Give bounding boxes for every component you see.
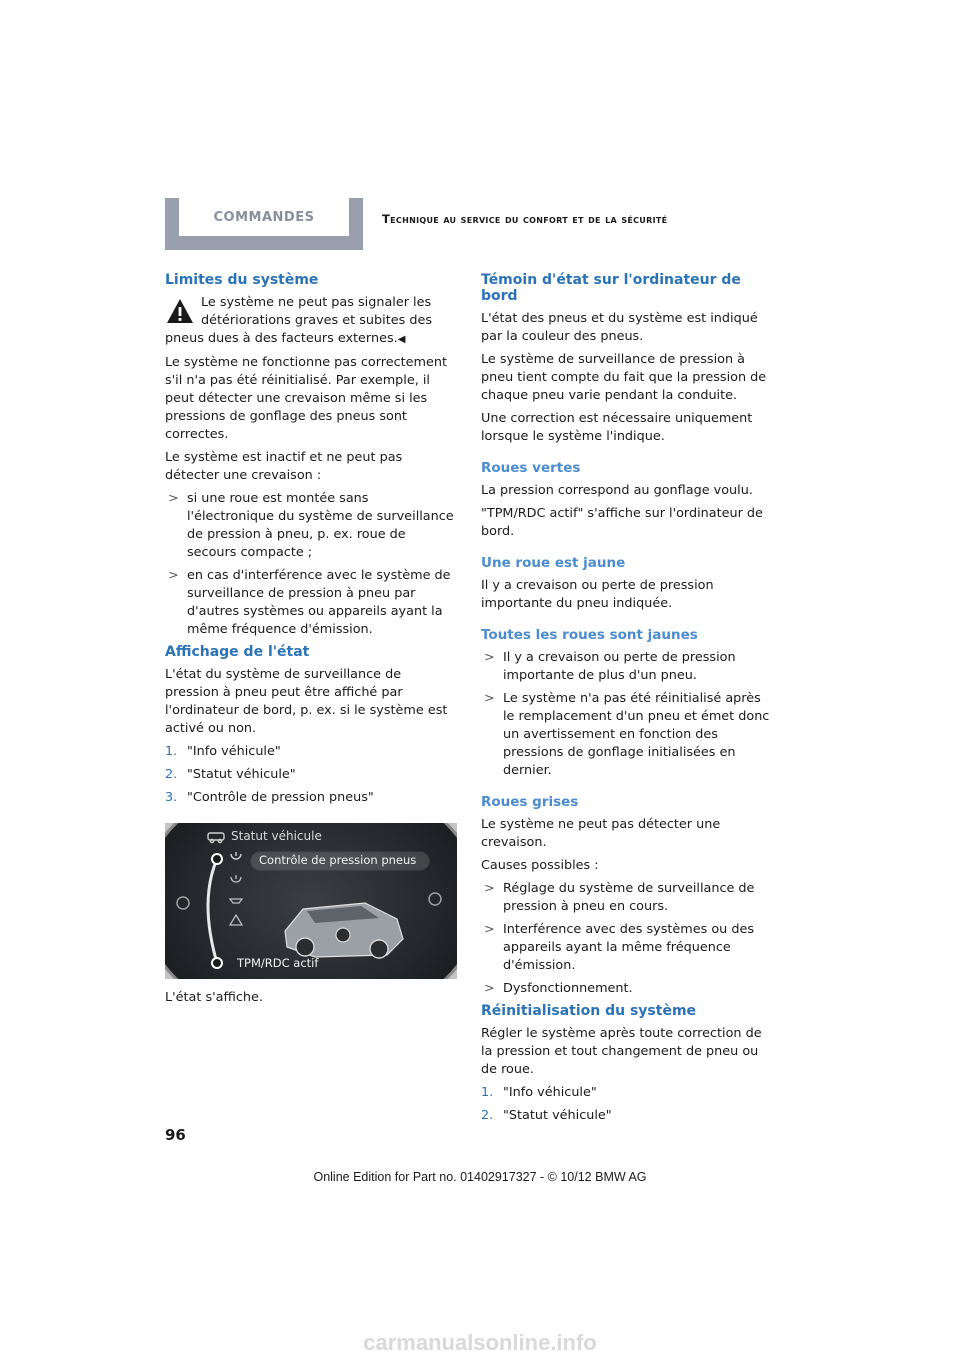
subsection-title-green: Roues vertes	[481, 460, 581, 476]
list-item: 3. "Contrôle de pression pneus"	[165, 790, 374, 805]
warning-triangle-icon	[165, 296, 195, 326]
bullet-mark: >	[484, 922, 495, 937]
list-item: 2. "Statut véhicule"	[481, 1108, 612, 1123]
paragraph: Causes possibles :	[481, 858, 599, 873]
onboard-computer-screenshot	[165, 823, 457, 979]
paragraph: La pression correspond au gonflage voulu.	[481, 483, 753, 498]
subsection-title-one-yellow: Une roue est jaune	[481, 555, 626, 571]
list-item: > si une roue est montée sans l'électronique du système de surveillance de pression à pneu, p. ex. roue de secours compacte ;	[168, 491, 454, 560]
list-item: > Réglage du système de surveillance de pression à pneu en cours.	[484, 881, 755, 914]
bullet-mark: >	[168, 491, 179, 506]
menu-selector-dot	[212, 854, 222, 864]
steps-list	[165, 743, 457, 807]
paragraph: Régler le système après toute correction de la pression et tout changement de pneu ou de roue.	[481, 1026, 762, 1077]
steps-list	[481, 1084, 773, 1125]
paragraph: Il y a crevaison ou perte de pression importante du pneu indiquée.	[481, 578, 714, 611]
list-item: > Interférence avec des systèmes ou des appareils ayant la même fréquence d'émission.	[484, 922, 755, 973]
section-title-status-display: Affichage de l'état	[165, 644, 310, 660]
paragraph: Le système ne fonctionne pas correctement s'il n'a pas été réinitialisé. Par exemple, il peut détecter une crevaison même si les pressions de gonflage des pneus sont correctes.	[165, 355, 447, 442]
end-mark-icon: ◀	[397, 334, 406, 345]
subsection-title-all-yellow: Toutes les roues sont jaunes	[481, 627, 698, 643]
screen-status-text: TPM/RDC actif	[237, 956, 319, 970]
running-header-title: Technique au service du confort et de la sécurité	[382, 212, 668, 226]
list-item: 1. "Info véhicule"	[481, 1085, 597, 1100]
paragraph: "TPM/RDC actif" s'affiche sur l'ordinateur de bord.	[481, 506, 763, 539]
bullet-mark: >	[484, 981, 495, 996]
list-item: 2. "Statut véhicule"	[165, 767, 296, 782]
watermark: carmanualsonline.info	[363, 1330, 597, 1355]
paragraph: L'état des pneus et du système est indiqué par la couleur des pneus.	[481, 311, 758, 344]
list-item: 1. "Info véhicule"	[165, 744, 281, 759]
paragraph: Le système de surveillance de pression à pneu tient compte du fait que la pression de chaque pneu varie pendant la conduite.	[481, 352, 767, 403]
paragraph: Le système ne peut pas détecter une crevaison.	[481, 817, 721, 850]
warning-text: Le système ne peut pas signaler les détériorations graves et subites des pneus dues à des facteurs externes.◀	[165, 295, 432, 346]
bullet-mark: >	[484, 650, 495, 665]
screen-menu-top: Statut véhicule	[231, 829, 322, 843]
bullet-mark: >	[168, 568, 179, 583]
section-title-status-indicator: Témoin d'état sur l'ordinateur de bord	[481, 272, 741, 304]
bullet-mark: >	[484, 881, 495, 896]
chapter-tab-label: COMMANDES	[179, 198, 349, 236]
page-number: 96	[165, 1126, 186, 1144]
footer-edition-note: Online Edition for Part no. 01402917327 - © 10/12 BMW AG	[313, 1170, 647, 1184]
screen-menu-selected: Contrôle de pression pneus	[259, 853, 417, 867]
list-item: > Le système n'a pas été réinitialisé après le remplacement d'un pneu et émet donc un avertissement en fonction des pressions de gonflage initialisées en dernier.	[484, 691, 770, 778]
right-column	[481, 272, 773, 1130]
paragraph: Une correction est nécessaire uniquement lorsque le système l'indique.	[481, 411, 753, 444]
list-item: > Il y a crevaison ou perte de pression importante de plus d'un pneu.	[484, 650, 736, 683]
warning-note	[165, 294, 457, 349]
status-dot	[212, 958, 222, 968]
chapter-tab	[165, 198, 363, 250]
section-title-reset: Réinitialisation du système	[481, 1003, 697, 1019]
paragraph: L'état du système de surveillance de pression à pneu peut être affiché par l'ordinateur de bord, p. ex. si le système est activé ou non.	[165, 667, 448, 736]
bullet-list	[481, 649, 773, 780]
left-column	[165, 272, 457, 1012]
paragraph: Le système est inactif et ne peut pas détecter une crevaison :	[165, 450, 403, 483]
paragraph: L'état s'affiche.	[165, 990, 263, 1005]
bullet-mark: >	[484, 691, 495, 706]
bullet-list	[481, 880, 773, 998]
subsection-title-grey: Roues grises	[481, 794, 579, 810]
list-item: > en cas d'interférence avec le système de surveillance de pression à pneu par d'autres systèmes ou appareils ayant la même fréquence d'émission.	[168, 568, 451, 637]
bullet-list	[165, 490, 457, 639]
section-title-system-limits: Limites du système	[165, 272, 319, 288]
list-item: > Dysfonctionnement.	[484, 981, 633, 996]
